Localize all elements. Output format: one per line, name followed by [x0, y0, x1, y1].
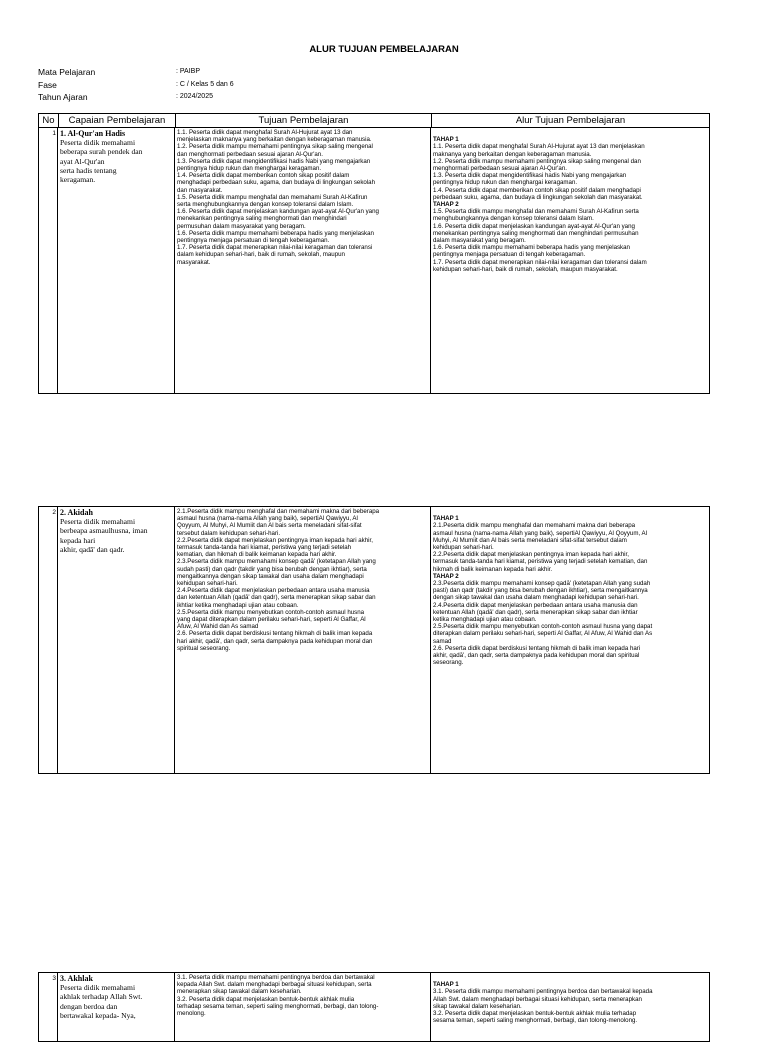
header-alur: Alur Tujuan Pembelajaran: [432, 114, 710, 128]
alur-text: 2.1.Peserta didik mampu menghafal dan memahami makna dari beberapa asmaul husna (nama-nama Allah yang baik), sepertiAl Qawiyyu, Al Qoyyum, Al Muhyi, Al Mumiit dan Al bais serta meneladani sifat-sifat tersebut dalam kehidupan sehari-hari. 2.2.Peserta didik dapat menjelaskan pentingnya iman kepada hari akhir, termasuk tanda-tanda hari kiamat, peristiwa yang terjadi setelah kematian, dan hikmah di balik keimanan kepada hari akhir.: [433, 522, 648, 573]
header-capaian: Capaian Pembelajaran: [59, 114, 176, 128]
capaian-cell: [57, 127, 175, 394]
capaian-text: Peserta didik memahami akhlak terhadap Allah Swt. dengan berdoa dan bertawakal kepada- Nya,: [60, 983, 143, 1020]
capaian-title: 1. Al-Qur'an Hadis: [60, 129, 126, 138]
table-row: [38, 972, 710, 1042]
tahap-label: TAHAP 1: [433, 981, 459, 989]
alur-cell: [430, 506, 710, 774]
tahap-label: TAHAP 2: [433, 572, 459, 580]
table-row: [38, 127, 710, 394]
tujuan-cell: [174, 506, 431, 774]
row-number: 2: [38, 506, 58, 774]
capaian-title: 3. Akhlak: [60, 974, 93, 983]
meta-label: Mata Pelajaran: [38, 67, 96, 77]
row-number: 3: [38, 972, 58, 1042]
meta-label: Fase: [38, 80, 57, 90]
meta-label: Tahun Ajaran: [38, 92, 88, 102]
tahap-label: TAHAP 1: [433, 136, 459, 144]
alur-text: 1.1. Peserta didik dapat menghafal Surah Al-Hujurat ayat 13 dan menjelaskan maknanya yang berkaitan dengan keberagaman manusia. 1.2. Peserta didik mampu memahami pentingnya sikap saling mengenal dan menghormati perbedaan sesuai ajaran Al-Qur'an. 1.3. Peserta didik dapat mengidentifikasi hadis Nabi yang mengajarkan pentingnya hidup rukun dan menghargai keragaman. 1.4. Peserta didik dapat memberikan contoh sikap positif dalam menghadapi perbedaan suku, agama, dan budaya di lingkungan sekolah dan masyarakat.: [433, 143, 645, 201]
tujuan-text: 2.1.Peserta didik mampu menghafal dan memahami makna dari beberapa asmaul husna (nama-nama Allah yang baik), sepertiAl Qawiyyu, Al Qoyyum, Al Muhyi, Al Mumiit dan Al bais serta meneladani sifat-sifat tersebut dalam kehidupan sehari-hari. 2.2.Peserta didik dapat menjelaskan pentingnya iman kepada hari akhir, termasuk tanda-tanda hari kiamat, peristiwa yang terjadi setelah kematian, dan hikmah di balik keimanan kepada hari akhir. 2.3.Peserta didik mampu memahami konsep qadā' (ketetapan Allah yang sudah pasti) dan qadr (takdir yang bisa berubah dengan ikhtiar), serta mengaitkannya dengan sikap tawakal dan usaha dalam menghadapi kehidupan sehari-hari. 2.4.Peserta didik dapat menjelaskan perbedaan antara usaha manusia dan ketentuan Allah (qadā' dan qadr), serta menerapkan sikap sabar dan ikhtiar ketika menghadapi ujian atau cobaan. 2.5.Peserta didik mampu menyebutkan contoh-contoh asmaul husna yang dapat diterapkan dalam perilaku sehari-hari, seperti Al Gaffar, Al Afuw, Al Wahid dan As samad 2.6. Peserta didik dapat berdiskusi tentang hikmah di balik iman kepada hari akhir, qadā', dan qadr, serta dampaknya pada kehidupan moral dan spiritual seseorang.: [177, 508, 380, 652]
header-no: No: [39, 114, 59, 128]
table-header: [38, 113, 710, 128]
alur-cell: [430, 972, 710, 1042]
table-row: [38, 506, 710, 774]
capaian-title: 2. Akidah: [60, 508, 93, 517]
meta-value: : PAIBP: [176, 68, 200, 75]
alur-text: 3.1. Peserta didik mampu memahami pentingnya berdoa dan bertawakal kepada Allah Swt. dalam menghadapi berbagai situasi kehidupan, serta menerapkan sikap tawakal dalam keseharian. 3.2. Peserta didik dapat menjelaskan bentuk-bentuk akhlak mulia terhadap sesama teman, seperti saling menghormati, berbagi, dan tolong-menolong.: [433, 988, 653, 1025]
document-title: ALUR TUJUAN PEMBELAJARAN: [309, 44, 459, 55]
tahap-label: TAHAP 2: [433, 201, 459, 209]
alur-text: 1.5. Peserta didik mampu menghafal dan memahami Surah Al-Kafirun serta menghubungkannya dengan konsep toleransi dalam Islam. 1.6. Peserta didik dapat menjelaskan kandungan ayat-ayat Al-Qur'an yang menekankan pentingnya saling menghormati dan menghindari permusuhan dalam masyarakat yang beragam. 1.6. Peserta didik mampu memahami beberapa hadis yang menjelaskan pentingnya menjaga persatuan di tengah keberagaman. 1.7. Peserta didik dapat menerapkan nilai-nilai keragaman dan toleransi dalam kehidupan sehari-hari, baik di rumah, sekolah, maupun masyarakat.: [433, 208, 647, 273]
capaian-cell: [57, 506, 175, 774]
tujuan-text: 3.1. Peserta didik mampu memahami pentingnya berdoa dan bertawakal kepada Allah Swt. dalam menghadapi berbagai situasi kehidupan, serta menerapkan sikap tawakal dalam keseharian. 3.2. Peserta didik dapat menjelaskan bentuk-bentuk akhlak mulia terhadap sesama teman, seperti saling menghormati, berbagi, dan tolong- menolong.: [177, 974, 379, 1018]
capaian-cell: [57, 972, 175, 1042]
tujuan-cell: [174, 972, 431, 1042]
alur-text: 2.3.Peserta didik mampu memahami konsep qadā' (ketetapan Allah yang sudah pasti) dan qadr (takdir yang bisa berubah dengan ikhtiar), serta mengaitkannya dengan sikap tawakal dan usaha dalam menghadapi kehidupan sehari-hari. 2.4.Peserta didik dapat menjelaskan perbedaan antara usaha manusia dan ketentuan Allah (qadā' dan qadr), serta menerapkan sikap sabar dan ikhtiar ketika menghadapi ujian atau cobaan. 2.5.Peserta didik mampu menyebutkan contoh-contoh asmaul husna yang dapat diterapkan dalam perilaku sehari-hari, seperti Al Gaffar, Al Afuw, Al Wahid dan As samad 2.6. Peserta didik dapat berdiskusi tentang hikmah di balik iman kepada hari akhir, qadā', dan qadr, serta dampaknya pada kehidupan moral dan spiritual seseorang.: [433, 580, 653, 667]
tujuan-cell: [174, 127, 431, 394]
tujuan-text: 1.1. Peserta didik dapat menghafal Surah Al-Hujurat ayat 13 dan menjelaskan maknanya yang berkaitan dengan keberagaman manusia. 1.2. Peserta didik mampu memahami pentingnya sikap saling mengenal dan menghormati perbedaan sesuai ajaran Al-Qur'an. 1.3. Peserta didik dapat mengidentifikasi hadis Nabi yang mengajarkan pentingnya hidup rukun dan menghargai keragaman. 1.4. Peserta didik dapat memberikan contoh sikap positif dalam menghadapi perbedaan suku, agama, dan budaya di lingkungan sekolah dan masyarakat. 1.5. Peserta didik mampu menghafal dan memahami Surah Al-Kafirun serta menghubungkannya dengan konsep toleransi dalam Islam. 1.6. Peserta didik dapat menjelaskan kandungan ayat-ayat Al-Qur'an yang menekankan pentingnya saling menghormati dan menghindari permusuhan dalam masyarakat yang beragam. 1.6. Peserta didik mampu memahami beberapa hadis yang menjelaskan pentingnya menjaga persatuan di tengah keberagaman. 1.7. Peserta didik dapat menerapkan nilai-nilai keragaman dan toleransi dalam kehidupan sehari-hari, baik di rumah, sekolah, maupun masyarakat.: [177, 129, 379, 266]
row-number: 1: [38, 127, 58, 394]
alur-cell: [430, 127, 710, 394]
meta-value: : C / Kelas 5 dan 6: [176, 81, 234, 88]
meta-value: : 2024/2025: [176, 93, 213, 100]
capaian-text: Peserta didik memahami berbeapa asmaulhusna, iman kepada hari akhir, qadā' dan qadr.: [60, 517, 148, 554]
tahap-label: TAHAP 1: [433, 515, 459, 523]
capaian-text: Peserta didik memahami beberapa surah pendek dan ayat Al-Qur'an serta hadis tentang keragaman.: [60, 138, 143, 185]
header-tujuan: Tujuan Pembelajaran: [176, 114, 432, 128]
